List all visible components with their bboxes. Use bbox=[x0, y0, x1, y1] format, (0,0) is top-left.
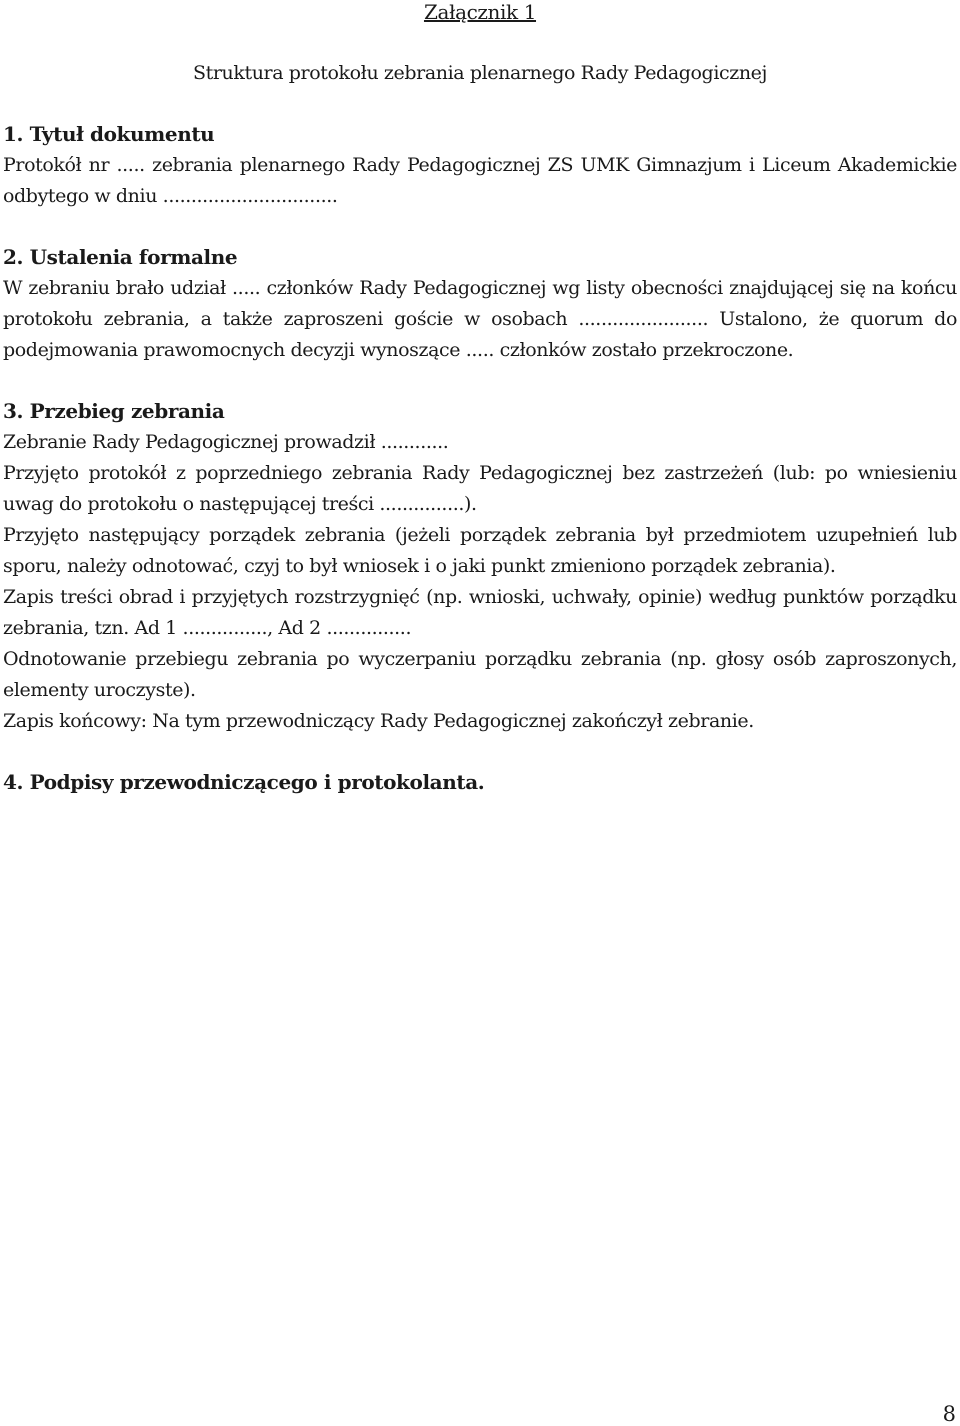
paragraph-line: podejmowania prawomocnych decyzji wynoszące ..... członków zostało przekroczone. bbox=[3, 339, 794, 361]
section-heading-signatures: 4. Podpisy przewodniczącego i protokolanta. bbox=[3, 770, 485, 794]
paragraph-line: Protokół nr ..... zebrania plenarnego Rady Pedagogicznej ZS UMK Gimnazjum i Liceum Akademickie bbox=[3, 154, 957, 176]
paragraph-line: Zapis końcowy: Na tym przewodniczący Rady Pedagogicznej zakończył zebranie. bbox=[3, 710, 754, 732]
section-heading-proceedings: 3. Przebieg zebrania bbox=[3, 399, 225, 423]
paragraph-line: zebrania, tzn. Ad 1 ..............., Ad 2 ............... bbox=[3, 617, 412, 639]
page-number: 8 bbox=[942, 1402, 956, 1426]
paragraph-line: elementy uroczyste). bbox=[3, 679, 196, 701]
document-title: Struktura protokołu zebrania plenarnego Rady Pedagogicznej bbox=[192, 62, 768, 84]
paragraph-line: sporu, należy odnotować, czyj to był wniosek i o jaki punkt zmieniono porządek zebrania). bbox=[3, 555, 836, 577]
paragraph-line: Zebranie Rady Pedagogicznej prowadził ............ bbox=[3, 431, 449, 453]
section-heading-formalities: 2. Ustalenia formalne bbox=[3, 245, 238, 269]
paragraph-line: Zapis treści obrad i przyjętych rozstrzygnięć (np. wnioski, uchwały, opinie) według punktów porządku bbox=[3, 586, 957, 608]
paragraph-line: Odnotowanie przebiegu zebrania po wyczerpaniu porządku zebrania (np. głosy osób zaproszonych, bbox=[3, 648, 957, 670]
section-heading-title: 1. Tytuł dokumentu bbox=[3, 122, 215, 146]
paragraph-line: Przyjęto protokół z poprzedniego zebrania Rady Pedagogicznej bez zastrzeżeń (lub: po wniesieniu bbox=[3, 462, 957, 484]
paragraph-line: uwag do protokołu o następującej treści ...............). bbox=[3, 493, 477, 515]
paragraph-line: protokołu zebrania, a także zaproszeni goście w osobach ....................... Ustalono, że quorum do bbox=[3, 308, 957, 330]
attachment-label: Załącznik 1 bbox=[423, 0, 537, 24]
paragraph-line: Przyjęto następujący porządek zebrania (jeżeli porządek zebrania był przedmiotem uzupełnień lub bbox=[3, 524, 957, 546]
paragraph-line: odbytego w dniu ............................... bbox=[3, 185, 338, 207]
paragraph-line: W zebraniu brało udział ..... członków Rady Pedagogicznej wg listy obecności znajdującej się na końcu bbox=[3, 277, 957, 299]
